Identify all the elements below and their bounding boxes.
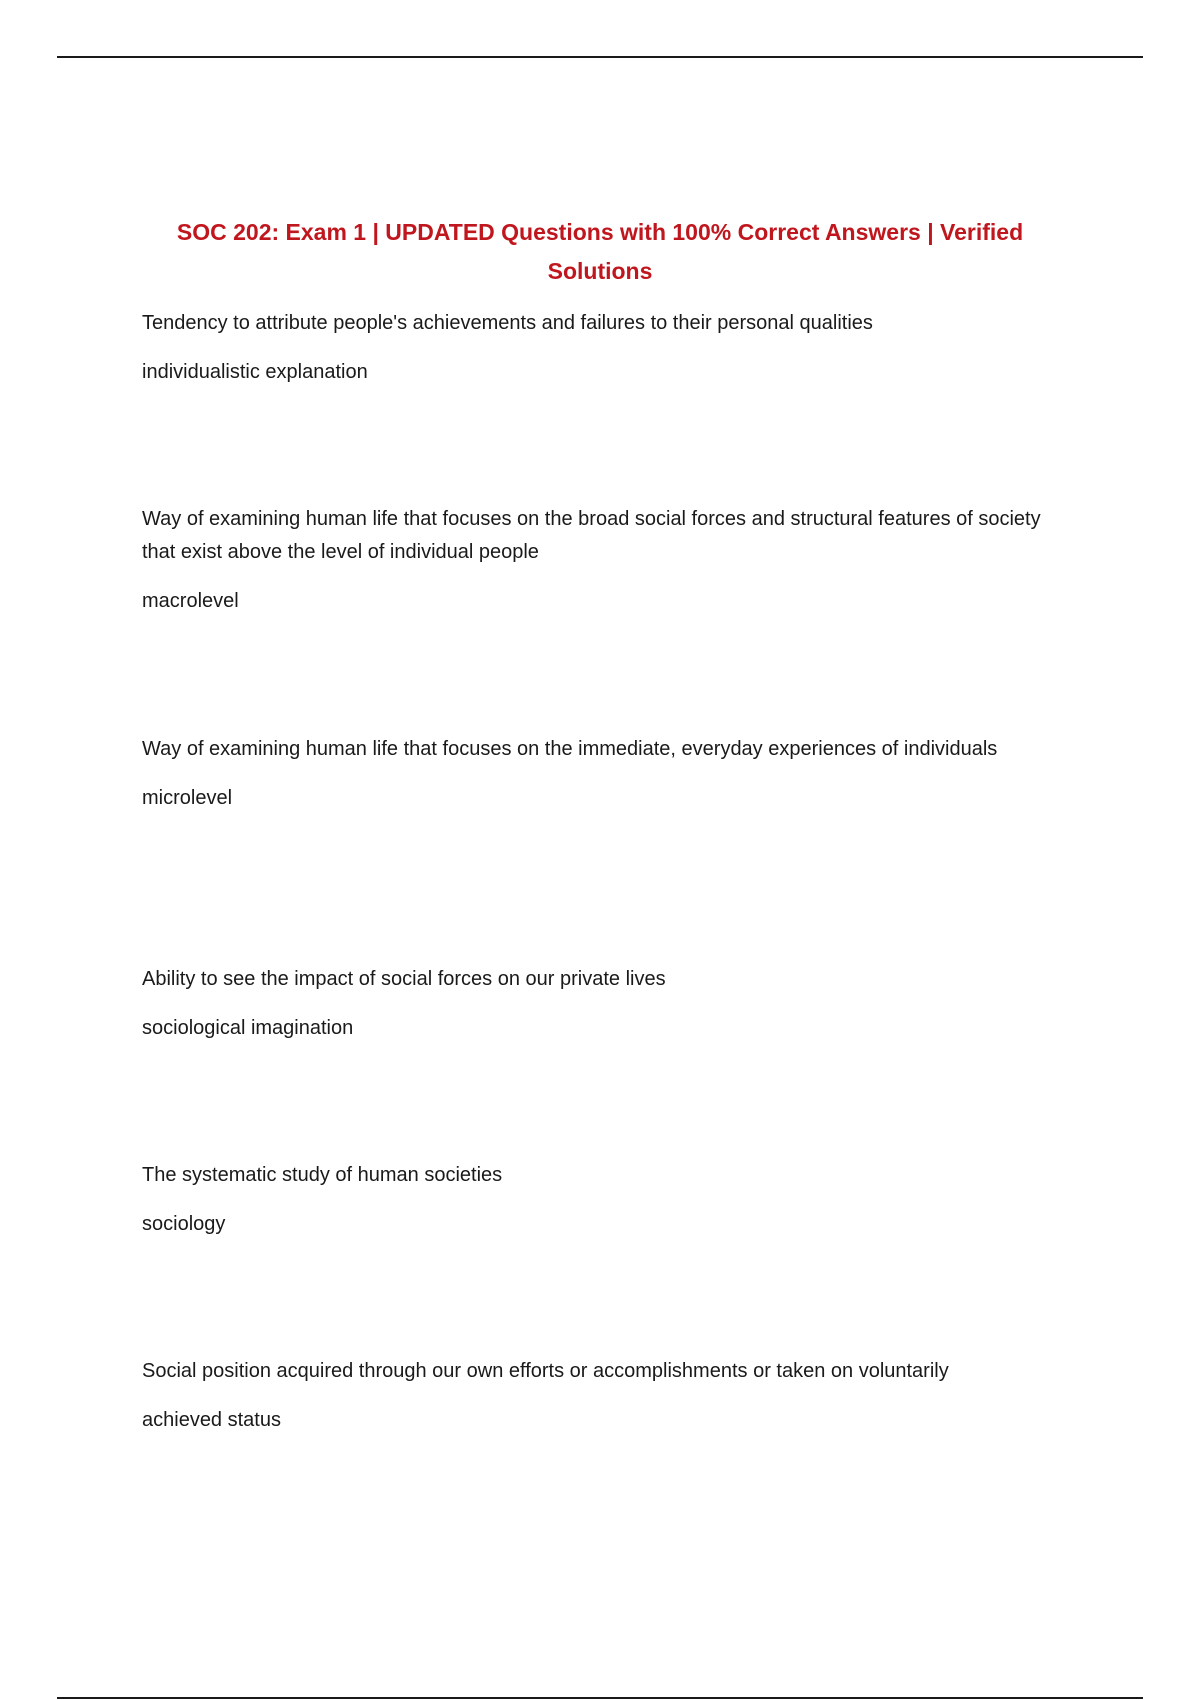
question-text: The systematic study of human societies xyxy=(142,1164,503,1186)
qa-item xyxy=(142,1355,1062,1437)
question-text: Social position acquired through our own efforts or accomplishments or taken on voluntarily xyxy=(142,1360,949,1382)
qa-item xyxy=(142,733,1062,815)
header-rule xyxy=(57,56,1143,58)
answer-text: achieved status xyxy=(142,1409,281,1431)
question-text: Way of examining human life that focuses on the broad social forces and structural features of society that exist above the level of individual people xyxy=(142,508,1041,563)
answer-text: microlevel xyxy=(142,787,233,809)
document-title: SOC 202: Exam 1 | UPDATED Questions with 100% Correct Answers | Verified Solutions xyxy=(176,219,1024,284)
answer-text: sociological imagination xyxy=(142,1017,354,1039)
question-text: Ability to see the impact of social forces on our private lives xyxy=(142,968,666,990)
answer-text: sociology xyxy=(142,1213,226,1235)
question-text: Way of examining human life that focuses on the immediate, everyday experiences of individuals xyxy=(142,738,998,760)
footer-rule xyxy=(57,1697,1143,1699)
qa-item xyxy=(142,503,1062,618)
qa-item xyxy=(142,1159,1062,1241)
qa-item xyxy=(142,963,1062,1045)
answer-text: individualistic explanation xyxy=(142,361,368,383)
qa-item xyxy=(142,307,1062,389)
answer-text: macrolevel xyxy=(142,590,239,612)
question-text: Tendency to attribute people's achievements and failures to their personal qualities xyxy=(142,312,873,334)
